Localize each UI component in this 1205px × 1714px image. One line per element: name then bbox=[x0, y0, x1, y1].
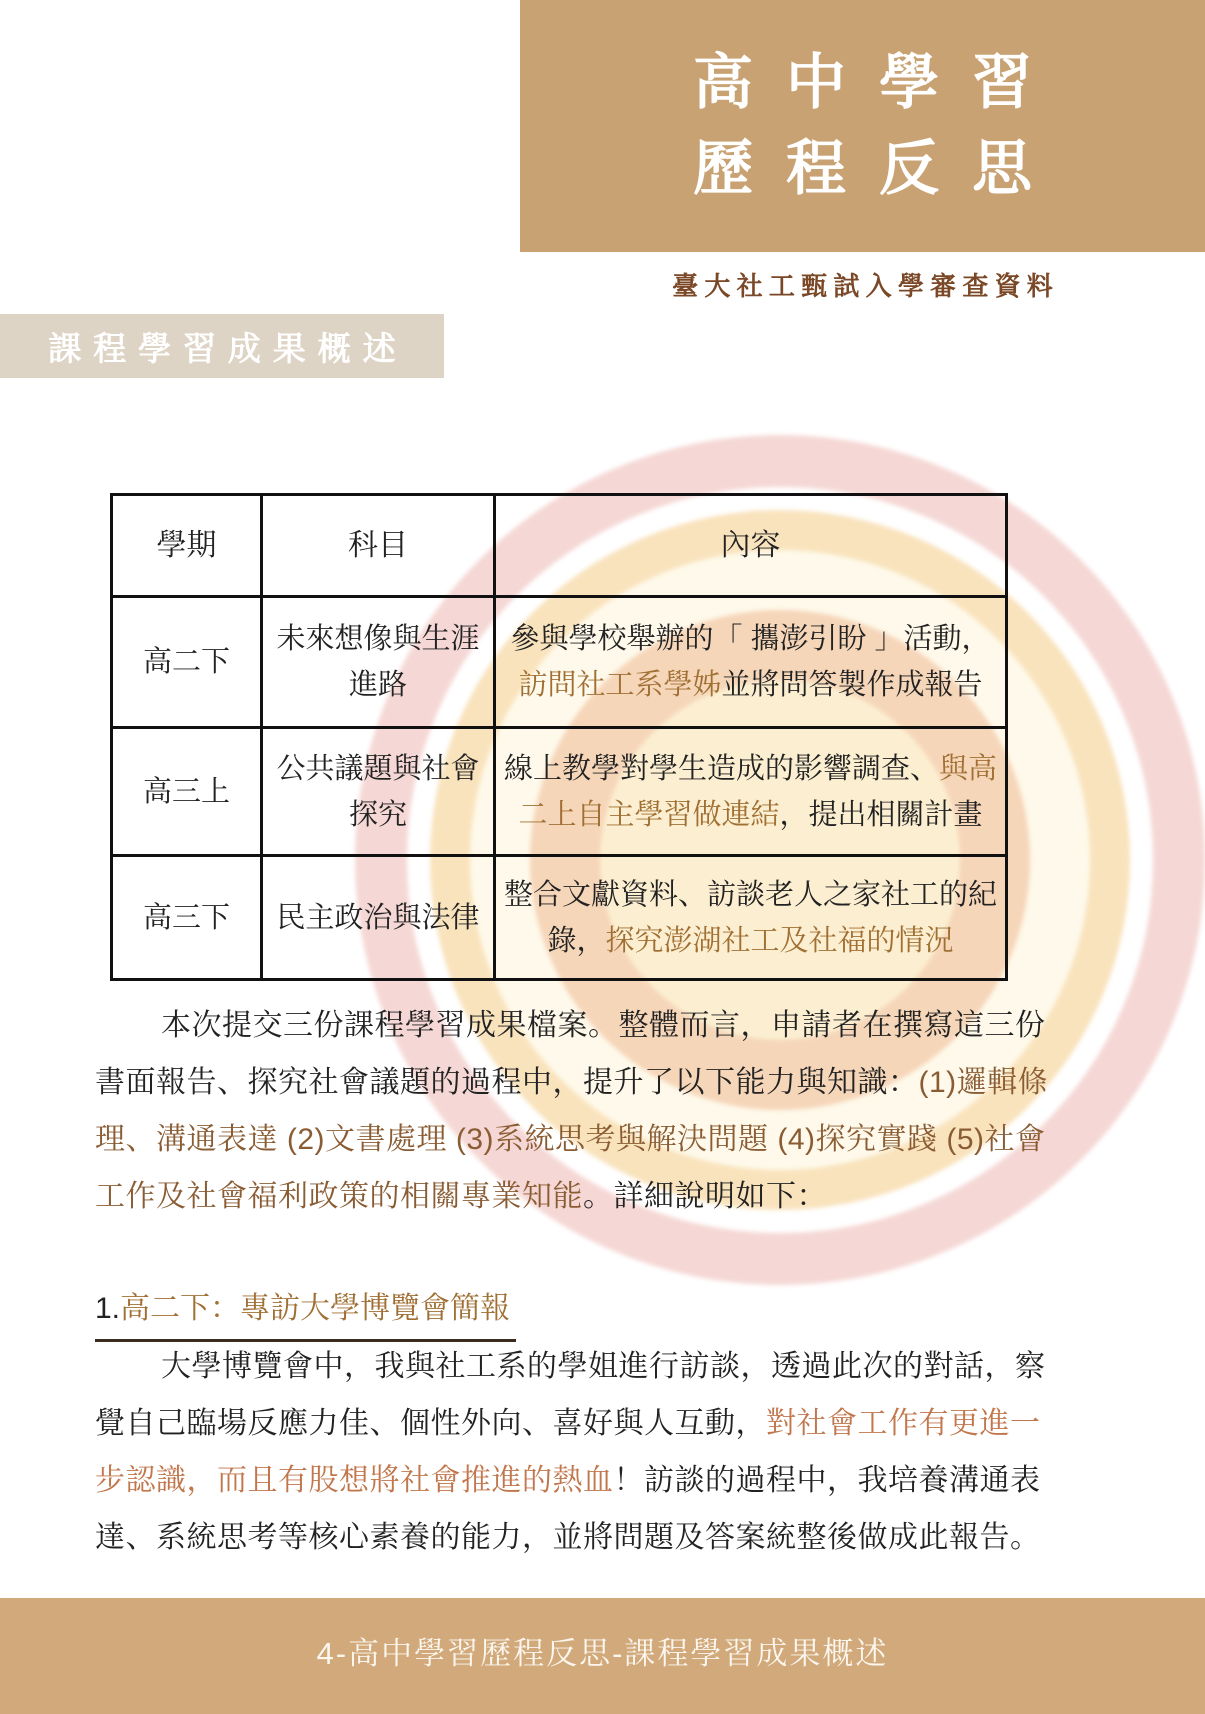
table-header-subject: 科目 bbox=[260, 496, 493, 595]
header-subtitle: 臺大社工甄試入學審查資料 bbox=[672, 271, 1060, 301]
overview-paragraph: 本次提交三份課程學習成果檔案。整體而言，申請者在撰寫這三份 書面報告、探究社會議題的過程中，提升了以下能力與知識：(1)邏輯條 理、溝通表達 (2)文書處理 (3)系統思考與解決問題 (4)探究實踐 (5)社會 工作及社會福利政策的相關專業知能。詳細說明如下： bbox=[95, 1009, 1049, 1213]
section-heading bbox=[95, 1283, 516, 1342]
page-title-line-1: 高中學習 bbox=[693, 49, 1065, 116]
section-banner bbox=[0, 314, 444, 378]
table-row-2-semester: 高三上 bbox=[113, 726, 260, 854]
section-heading-text: 1.高二下：專訪大學博覽會簡報 bbox=[95, 1283, 516, 1342]
detail-paragraph: 大學博覽會中，我與社工系的學姐進行訪談，透過此次的對話，察 覺自己臨場反應力佳、個性外向、喜好與人互動，對社會工作有更進一 步認識，而且有股想將社會推進的熱血！訪談的過程中，我培養溝通表 達、系統思考等核心素養的能力，並將問題及答案統整後做成此報告。 bbox=[95, 1350, 1046, 1554]
table-row-1-subject: 未來想像與生涯 進路 bbox=[260, 595, 493, 726]
course-results-table bbox=[110, 493, 1008, 981]
table-header-content: 內容 bbox=[493, 496, 1005, 595]
table-row-3-content: 整合文獻資料、訪談老人之家社工的紀 錄，探究澎湖社工及社福的情況 bbox=[493, 854, 1005, 978]
footer-bar bbox=[0, 1598, 1205, 1714]
table-row-2-content: 線上教學對學生造成的影響調查、與高 二上自主學習做連結，提出相關計畫 bbox=[493, 726, 1005, 854]
table-row-3-semester: 高三下 bbox=[113, 854, 260, 978]
table-row-2-subject: 公共議題與社會 探究 bbox=[260, 726, 493, 854]
header-title-block bbox=[520, 0, 1205, 252]
table-header-semester: 學期 bbox=[156, 528, 217, 562]
page-title-line-2: 歷程反思 bbox=[693, 135, 1065, 202]
table-row-1-semester: 高二下 bbox=[113, 595, 260, 726]
footer-page-label: 4-高中學習歷程反思-課程學習成果概述 bbox=[316, 1636, 889, 1671]
table-row-3-subject: 民主政治與法律 bbox=[260, 854, 493, 978]
table-row-1-content: 參與學校舉辦的「 攜澎引盼 」活動， 訪問社工系學姊並將問答製作成報告 bbox=[493, 595, 1005, 726]
section-banner-label: 課程學習成果概述 bbox=[48, 329, 408, 367]
